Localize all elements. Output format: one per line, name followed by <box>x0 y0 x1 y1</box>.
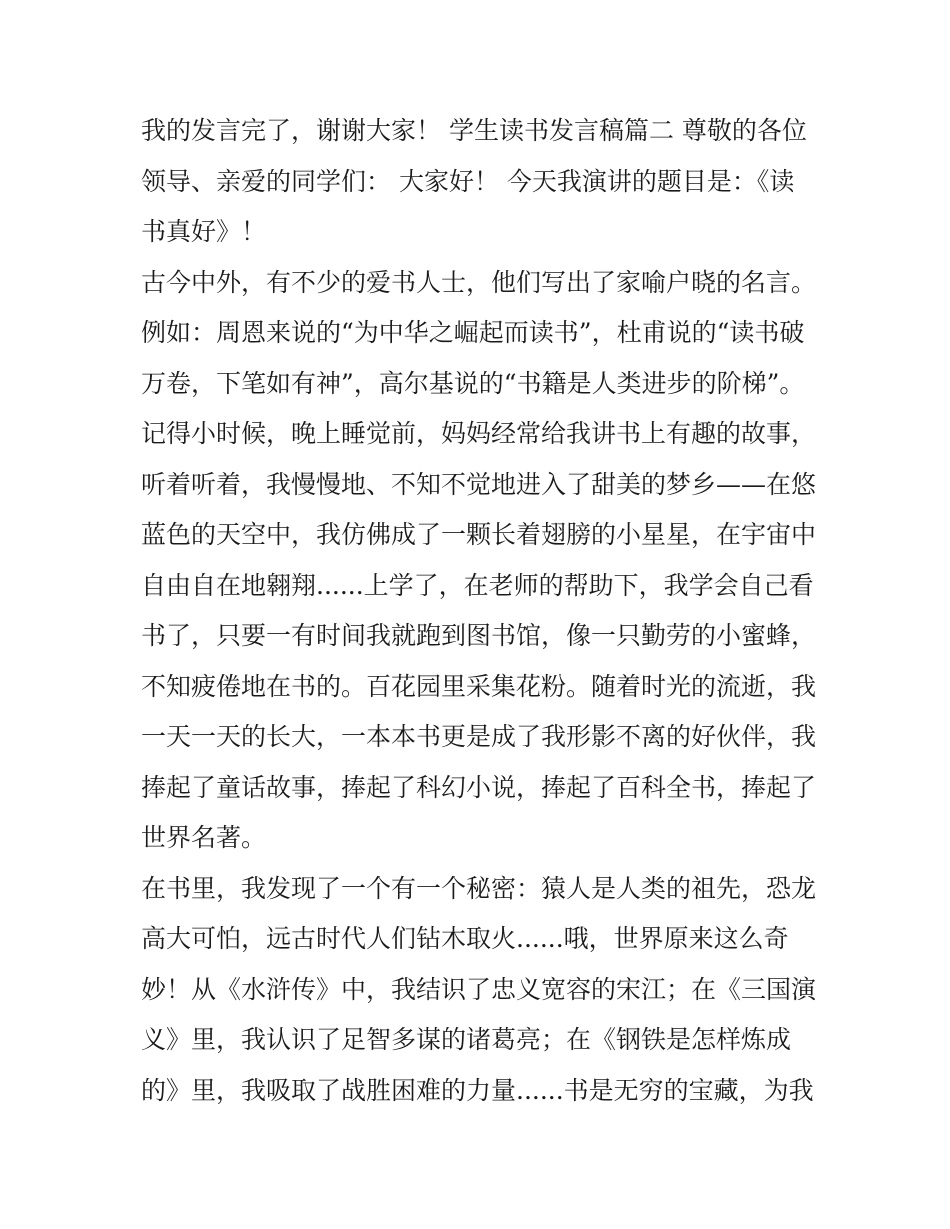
text-line: 世界名著。 <box>141 823 267 852</box>
text-line: 义》里，我认识了足智多谋的诸葛亮；在《钢铁是怎样炼成 <box>141 1025 792 1054</box>
text-line: 我的发言完了，谢谢大家！ 学生读书发言稿篇二 尊敬的各位 <box>141 116 807 145</box>
text-line: 例如：周恩来说的“为中华之崛起而读书”，杜甫说的“读书破 <box>141 318 805 347</box>
text-line: 记得小时候，晚上睡觉前，妈妈经常给我讲书上有趣的故事， <box>141 419 817 448</box>
text-line: 不知疲倦地在书的。百花园里采集花粉。随着时光的流逝，我 <box>141 671 817 701</box>
text-line: 领导、亲爱的同学们： 大家好！ 今天我演讲的题目是：《读 <box>141 166 795 196</box>
text-line: 一天一天的长大，一本本书更是成了我形影不离的好伙伴，我 <box>141 722 817 751</box>
text-line: 书了，只要一有时间我就跑到图书馆，像一只勤劳的小蜜蜂， <box>141 621 817 650</box>
text-line: 捧起了童话故事，捧起了科幻小说，捧起了百科全书，捧起了 <box>141 772 817 802</box>
text-line: 古今中外，有不少的爱书人士，他们写出了家喻户晓的名言。 <box>141 267 817 297</box>
text-line: 的》里，我吸取了战胜困难的力量......书是无穷的宝藏，为我 <box>141 1075 814 1105</box>
text-line: 书真好》！ <box>141 217 267 246</box>
text-line: 高大可怕，远古时代人们钻木取火......哦，世界原来这么奇 <box>141 924 789 953</box>
text-line: 万卷，下笔如有神”，高尔基说的“书籍是人类进步的阶梯”。 <box>141 368 805 398</box>
document-body <box>141 106 821 1116</box>
text-line: 自由自在地翱翔......上学了，在老师的帮助下，我学会自己看 <box>141 570 814 600</box>
text-line: 听着听着，我慢慢地、不知不觉地进入了甜美的梦乡——在悠 <box>141 469 817 499</box>
text-line: 蓝色的天空中，我仿佛成了一颗长着翅膀的小星星，在宇宙中 <box>141 520 817 549</box>
text-line: 妙！从《水浒传》中，我结识了忠义宽容的宋江；在《三国演 <box>141 974 817 1004</box>
text-line: 在书里，我发现了一个有一个秘密：猿人是人类的祖先，恐龙 <box>141 873 817 903</box>
